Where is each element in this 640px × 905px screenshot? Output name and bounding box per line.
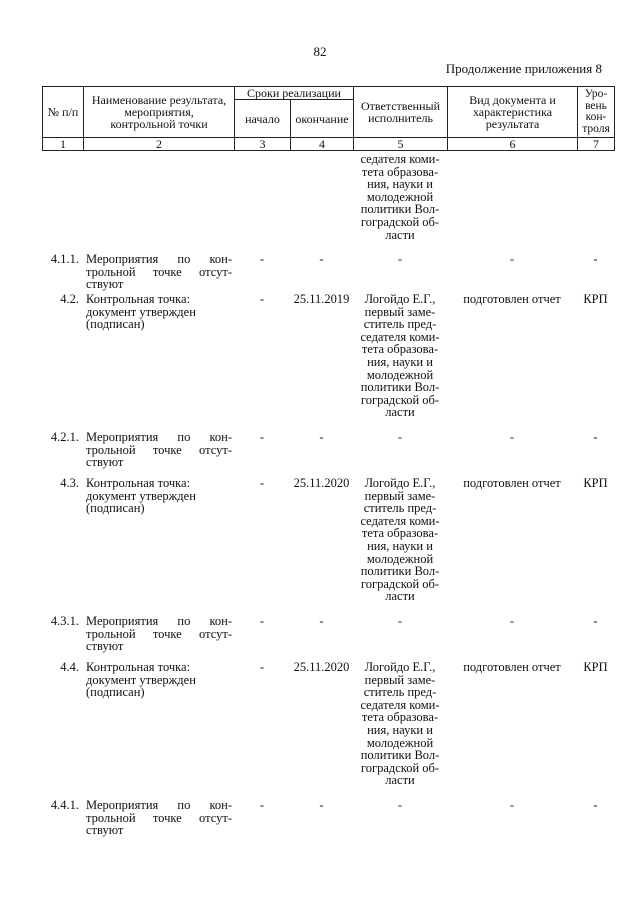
row-control-level: - xyxy=(593,252,598,266)
row-number: 4.4.1. xyxy=(50,798,79,812)
row-responsible: Логойдо Е.Г., первый заме- ститель пред- седателя коми- тета образова- ния, науки и молодежной политики Вол- гоградской об- ласти xyxy=(360,476,440,604)
row-end-date: - xyxy=(319,430,324,444)
row-end-date: 25.11.2020 xyxy=(293,476,350,490)
table-row xyxy=(42,293,614,431)
row-control-level: КРП xyxy=(583,476,608,490)
row-responsible: - xyxy=(397,614,403,628)
row-start-date: - xyxy=(259,252,265,266)
row-start-date: - xyxy=(259,476,265,490)
row-end-date: - xyxy=(319,614,324,628)
row-document-type: - xyxy=(509,430,515,444)
header-col-start: начало xyxy=(235,100,291,138)
row-control-level: - xyxy=(593,614,598,628)
row-control-level xyxy=(577,153,614,253)
table-row xyxy=(42,431,614,477)
row-control-level: КРП xyxy=(583,660,608,674)
row-document-type: подготовлен отчет xyxy=(463,660,561,674)
header-index-1: 1 xyxy=(43,138,84,151)
row-end-date: - xyxy=(319,252,324,266)
row-responsible: Логойдо Е.Г., первый заме- ститель пред- седателя коми- тета образова- ния, науки и молодежной политики Вол- гоградской об- ласти xyxy=(360,660,440,788)
row-start-date: - xyxy=(259,292,265,306)
row-document-type: - xyxy=(509,252,515,266)
row-name: Мероприятия по кон- трольной точке отсут- ствуют xyxy=(86,798,232,838)
row-name: Контрольная точка: документ утвержден (подписан) xyxy=(86,292,196,332)
row-responsible: - xyxy=(397,430,403,444)
row-document-type: подготовлен отчет xyxy=(463,292,561,306)
header-col-end: окончание xyxy=(291,100,354,138)
table-row xyxy=(42,615,614,661)
table-row xyxy=(42,799,614,839)
row-end-date xyxy=(290,153,353,253)
row-start-date: - xyxy=(259,660,265,674)
row-number: 4.2.1. xyxy=(50,430,79,444)
row-start-date: - xyxy=(259,430,265,444)
header-index-3: 3 xyxy=(235,138,291,151)
table-header xyxy=(42,86,615,151)
row-number: 4.1.1. xyxy=(50,252,79,266)
table-row xyxy=(42,477,614,615)
row-responsible: - xyxy=(397,798,403,812)
row-number: 4.3.1. xyxy=(50,614,79,628)
header-index-4: 4 xyxy=(291,138,354,151)
row-document-type: подготовлен отчет xyxy=(463,476,561,490)
row-responsible: Логойдо Е.Г., первый заме- ститель пред- седателя коми- тета образова- ния, науки и молодежной политики Вол- гоградской об- ласти xyxy=(360,292,440,420)
row-start-date xyxy=(234,153,290,253)
header-index-2: 2 xyxy=(84,138,235,151)
table-row xyxy=(42,661,614,799)
row-document-type: - xyxy=(509,798,515,812)
row-end-date: 25.11.2020 xyxy=(293,660,350,674)
row-name: Контрольная точка: документ утвержден (подписан) xyxy=(86,660,196,700)
row-name: Мероприятия по кон- трольной точке отсут- ствуют xyxy=(86,252,232,292)
row-name: Мероприятия по кон- трольной точке отсут- ствуют xyxy=(86,430,232,470)
row-name: Мероприятия по кон- трольной точке отсут- ствуют xyxy=(86,614,232,654)
header-col-name: Наименование результата, мероприятия, контрольной точки xyxy=(84,87,235,138)
row-number: 4.4. xyxy=(60,660,79,674)
row-responsible: седателя коми- тета образова- ния, науки и молодежной политики Вол- гоградской об- ласти xyxy=(360,152,440,242)
row-number: 4.3. xyxy=(60,476,79,490)
header-col-document: Вид документа и характеристика результата xyxy=(448,87,578,138)
header-index-5: 5 xyxy=(354,138,448,151)
page-number: 82 xyxy=(313,44,327,59)
appendix-continuation-label: Продолжение приложения 8 xyxy=(445,61,602,76)
table-row xyxy=(42,253,614,293)
row-number xyxy=(42,153,83,253)
row-start-date: - xyxy=(259,614,265,628)
row-start-date: - xyxy=(259,798,265,812)
header-col-responsible: Ответственный исполнитель xyxy=(354,87,448,138)
row-end-date: 25.11.2019 xyxy=(293,292,350,306)
header-index-7: 7 xyxy=(578,138,615,151)
row-control-level: - xyxy=(593,798,598,812)
row-control-level: - xyxy=(593,430,598,444)
row-document-type xyxy=(447,153,577,253)
header-col-control-level: Уро- вень кон- троля xyxy=(578,87,615,138)
row-name: Контрольная точка: документ утвержден (подписан) xyxy=(86,476,196,516)
row-end-date: - xyxy=(319,798,324,812)
row-number: 4.2. xyxy=(60,292,79,306)
header-index-6: 6 xyxy=(448,138,578,151)
header-col-number: № п/п xyxy=(43,87,84,138)
row-name xyxy=(83,153,234,253)
row-responsible: - xyxy=(397,252,403,266)
table-row xyxy=(42,153,614,253)
header-col-dates: Сроки реализации xyxy=(235,87,354,100)
row-document-type: - xyxy=(509,614,515,628)
row-control-level: КРП xyxy=(583,292,608,306)
table-body xyxy=(42,153,614,839)
